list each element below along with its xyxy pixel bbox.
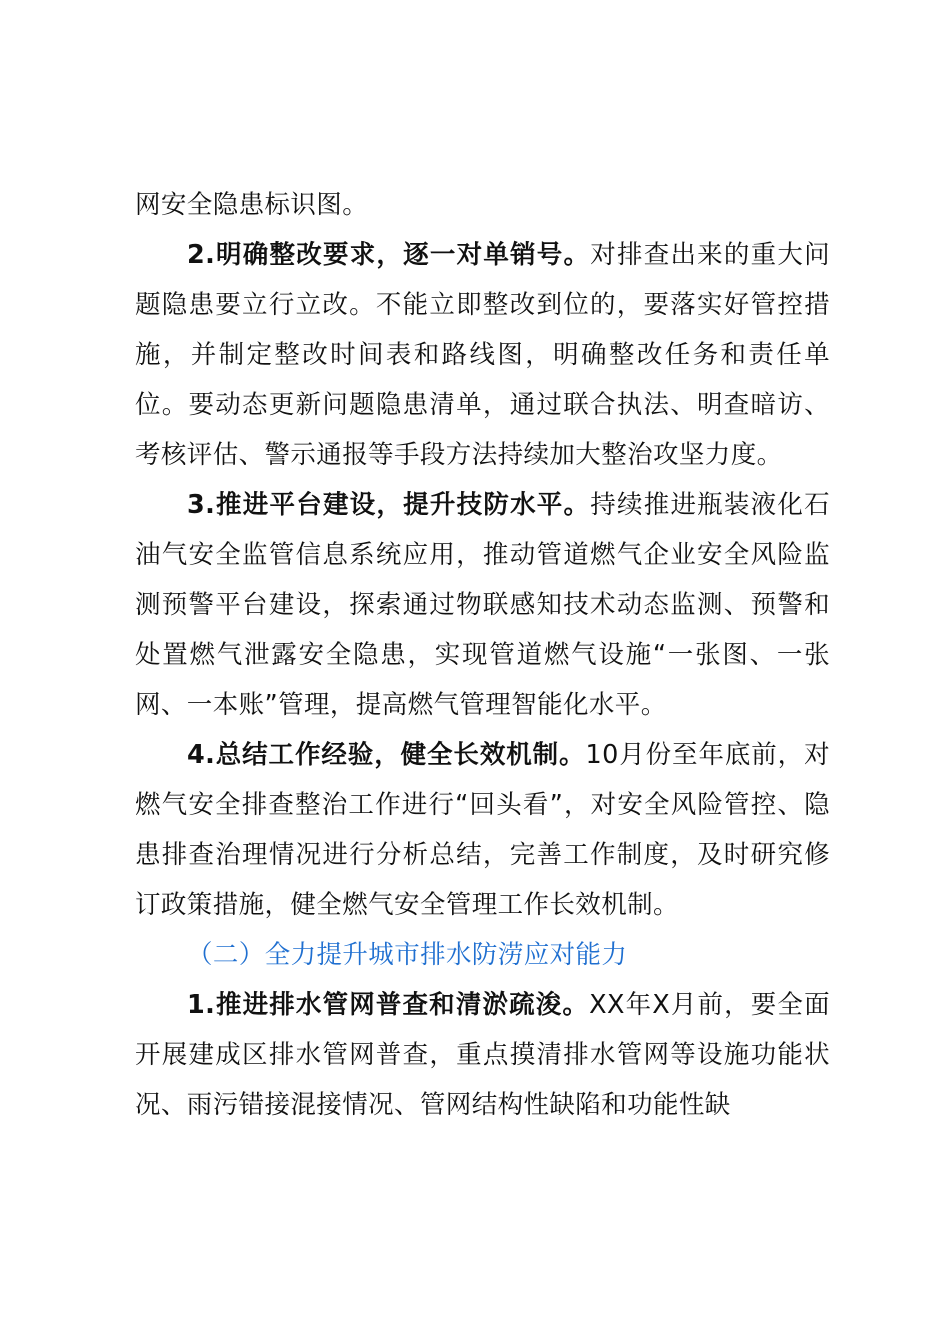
paragraph-lead: 1.推进排水管网普查和清淤疏浚。 [187,990,590,1020]
paragraph-text: 持续推进瓶装液化石油气安全监管信息系统应用，推动管道燃气企业安全风险监测预警平台建设，探索通过物联感知技术动态监测、预警和处置燃气泄露安全隐患，实现管道燃气设施“一张图、一张网、一本账”管理，提高燃气管理智能化水平。 [135,490,830,720]
paragraph-lead: 3.推进平台建设，提升技防水平。 [187,490,591,520]
paragraph-rectification [135,230,830,480]
paragraph-continuation [135,180,830,230]
paragraph-platform [135,480,830,730]
paragraph-lead: 4.总结工作经验，健全长效机制。 [187,740,586,770]
paragraph-text: 10月份至年底前，对燃气安全排查整治工作进行“回头看”，对安全风险管控、隐患排查治理情况进行分析总结，完善工作制度，及时研究修订政策措施，健全燃气安全管理工作长效机制。 [135,740,830,920]
paragraph-text: XX年X月前，要全面开展建成区排水管网普查，重点摸清排水管网等设施功能状况、雨污错接混接情况、管网结构性缺陷和功能性缺 [135,990,830,1120]
paragraph-lead: 2.明确整改要求，逐一对单销号。 [187,240,591,270]
document-page [135,180,830,1130]
section-heading: （二）全力提升城市排水防涝应对能力 [187,940,628,970]
paragraph-text: 对排查出来的重大问题隐患要立行立改。不能立即整改到位的，要落实好管控措施，并制定整改时间表和路线图，明确整改任务和责任单位。要动态更新问题隐患清单，通过联合执法、明查暗访、考核评估、警示通报等手段方法持续加大整治攻坚力度。 [135,240,830,470]
paragraph-text: 网安全隐患标识图。 [135,190,369,220]
paragraph-mechanism [135,730,830,930]
paragraph-drainage [135,980,830,1130]
